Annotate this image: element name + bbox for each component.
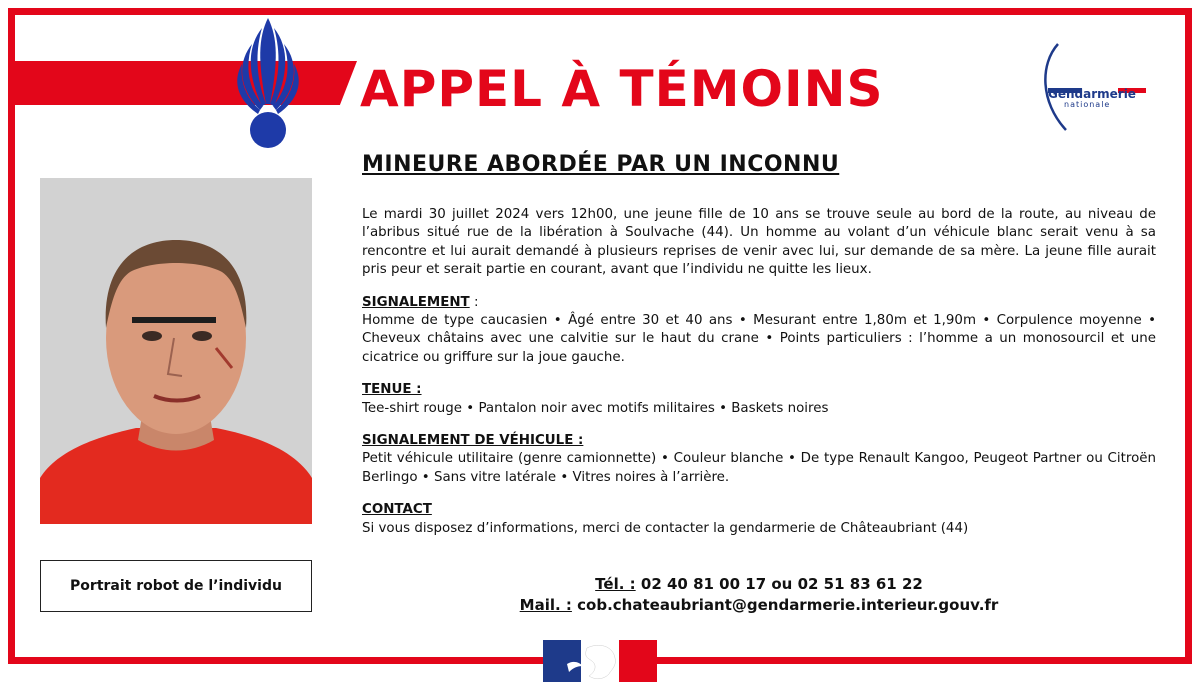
contact-heading: CONTACT	[362, 502, 432, 518]
vehicule-heading: SIGNALEMENT DE VÉHICULE :	[362, 433, 584, 449]
signalement-text: Homme de type caucasien • Âgé entre 30 et 40 ans • Mesurant entre 1,80m et 1,90m • Corpulence moyenne • Cheveux châtains avec une calvitie sur le haut du crane • Points particuliers : l’homme a un monosourcil et une cicatrice ou griffure sur la joue gauche.	[362, 313, 1156, 365]
contact-details	[362, 574, 1156, 616]
phone-label: Tél. :	[595, 575, 636, 593]
portrait-caption: Portrait robot de l’individu	[40, 560, 312, 612]
mail-address[interactable]: cob.chateaubriant@gendarmerie.interieur.gouv.fr	[571, 596, 999, 614]
page-title: APPEL À TÉMOINS	[360, 60, 884, 118]
tenue-section	[362, 381, 1156, 418]
vehicule-section	[362, 432, 1156, 487]
tenue-text: Tee-shirt rouge • Pantalon noir avec motifs militaires • Baskets noires	[362, 400, 829, 416]
signalement-heading: SIGNALEMENT	[362, 294, 470, 310]
phone-numbers[interactable]: 02 40 81 00 17 ou 02 51 83 61 22	[635, 575, 923, 593]
contact-text: Si vous disposez d’informations, merci de contacter la gendarmerie de Châteaubriant (44)	[362, 520, 969, 536]
suspect-portrait	[40, 178, 312, 524]
vehicule-text: Petit véhicule utilitaire (genre camionnette) • Couleur blanche • De type Renault Kangoo, Peugeot Partner ou Citroën Berlingo • Sans vitre latérale • Vitres noires à l’arrière.	[362, 451, 1156, 485]
mail-line	[362, 595, 1156, 616]
intro-paragraph: Le mardi 30 juillet 2024 vers 12h00, une jeune fille de 10 ans se trouve seule au bord de la route, au niveau de l’abribus situé rue de la libération à Soulvache (44). Un homme au volant d’un véhicule blanc serait venu à sa rencontre et lui aurait demandé à plusieurs reprises de venir avec lui, sur demande de sa mère. La jeune fille aurait pris peur et serait partie en courant, avant que l’individu ne quitte les lieux.	[362, 207, 1156, 278]
logo-subname: nationale	[1064, 100, 1111, 109]
logo-name: Gendarmerie	[1048, 87, 1136, 101]
marianne-logo-icon	[543, 640, 657, 682]
portrait-sketch	[40, 178, 312, 524]
contact-section	[362, 501, 1156, 538]
gendarmerie-logo-icon	[1036, 40, 1152, 132]
tenue-heading: TENUE :	[362, 382, 422, 398]
case-title: MINEURE ABORDÉE PAR UN INCONNU	[362, 152, 840, 177]
grenade-icon	[228, 14, 308, 150]
phone-line	[362, 574, 1156, 595]
case-details	[362, 206, 1156, 538]
signalement-section	[362, 294, 1156, 368]
signalement-colon: :	[469, 294, 479, 310]
mail-label: Mail. :	[519, 596, 572, 614]
